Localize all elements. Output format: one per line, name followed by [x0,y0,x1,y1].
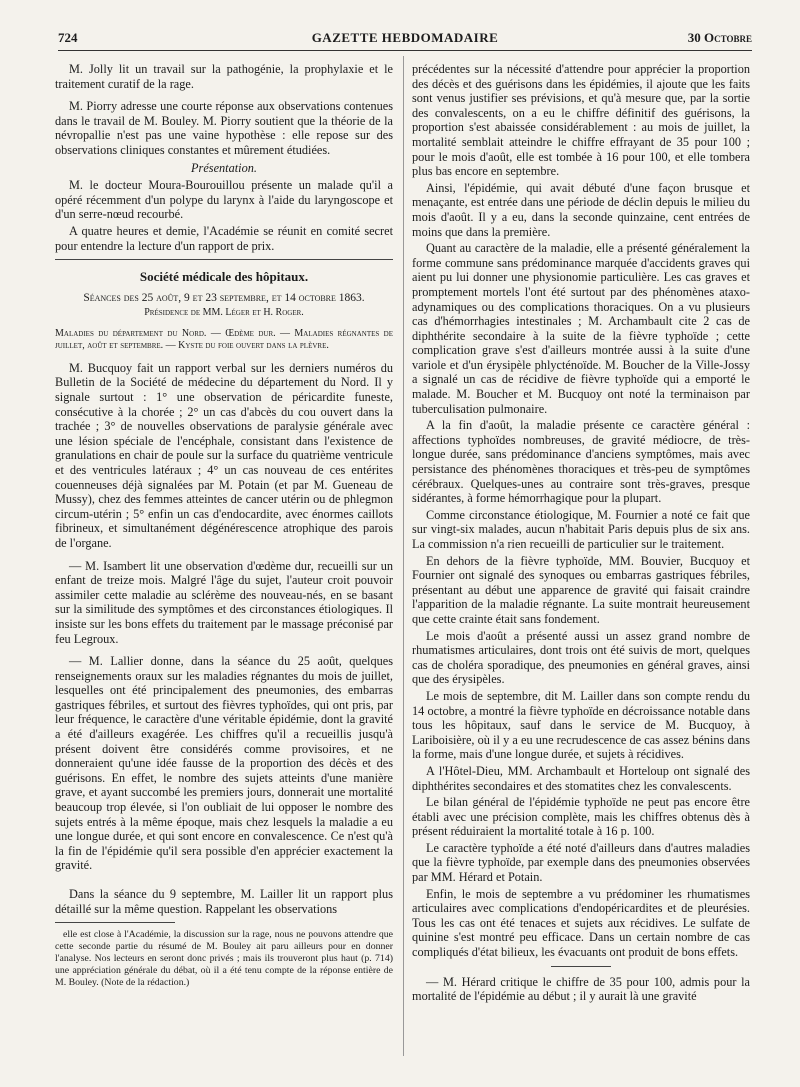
paragraph-lailler-intro: Dans la séance du 9 septembre, M. Lailler lit un rapport plus détaillé sur la même question. Rappelant les observations [55,887,393,916]
footnote-rule [55,922,175,923]
paragraph-september: Le mois de septembre, dit M. Lailler dans son compte rendu du 14 octobre, a montré la fièvre typhoïde en décroissance notable dans tous les hôpitaux, sauf dans le service de M. Bucquoy, à Lariboisière, où il y a eu une recrudescence de cas assez bénins dans la forme, mais d'une longue durée, et sujets à récidives. [412,688,750,762]
section-rule [55,259,393,260]
journal-title: GAZETTE HEBDOMADAIRE [311,30,499,45]
society-heading: Société médicale des hôpitaux. [139,269,309,285]
paragraph-rheumatism-september: Enfin, le mois de septembre a vu prédominer les rhumatismes articulaires avec complications d'endopéricardites et de pleurésies. Tous les cas ont été tenaces et sujets aux récidives. Le sulfate de quinine s'est montré peu efficace. Dans un certain nombre de cas compliqués d'état bilieux, les évacuants ont produit de bons effets. [412,886,750,960]
paragraph-comite-secret: A quatre heures et demie, l'Académie se réunit en comité secret pour entendre la lecture d'un rapport de prix. [55,223,393,253]
paragraph-isambert: — M. Isambert lit une observation d'œdème dur, recueilli sur un enfant de treize mois. Malgré l'âge du sujet, l'auteur croit pouvoir assimiler cette maladie au sclérème des nouveau-nés, en se basant sur la similitude des symptômes et des circonstances étiologiques. Il insiste sur les bons effets du traitement par le massage préconisé par feu Legroux. [55,558,393,646]
paragraph-moura-bourouillou: M. le docteur Moura-Bourouillou présente un malade qu'il a opéré récemment d'un polype du larynx à l'aide du laryngoscope et d'un serre-nœud recourbé. [55,178,393,222]
left-column [55,62,393,991]
paragraph-bilan: Le bilan général de l'épidémie typhoïde ne peut pas encore être établi avec une précision complète, mais les chiffres obtenus dès à présent réduiraient la mortalité totale à 16 p. 100. [412,795,750,839]
paragraph-bucquoy: M. Bucquoy fait un rapport verbal sur les derniers numéros du Bulletin de la Société de médecine du département du Nord. Il y signale surtout : 1° une observation de péricardite funeste, consécutive à la chorée ; 2° un cas d'abcès du cou ouvert dans la trachée ; 3° de nouvelles observations de paralysie générale avec une lésion spéciale de l'encéphale, consistant dans l'existence de granulations en chair de poule sur la surface du quatrième ventricule et des ventricules latéraux ; 4° un cas nouveau de ces entérites couenneuses déjà signalées par M. Potain (et par M. Gueneau de Mussy), chez des femmes atteintes de cancer utérin ou de phlegmon circum-utérin ; 5° enfin un cas d'endocardite, avec énormes caillots fibrineux, et simultanément dégénérescence atrophique des parois de l'organe. [55,360,393,550]
column-divider [403,56,404,1056]
paragraph-piorry: M. Piorry adresse une courte réponse aux observations contenues dans le travail de M. Bouley. M. Piorry soutient que la théorie de la névropallie n'est pas une vaine hypothèse : elle repose sur des observations cliniques constantes et mûrement étudiées. [55,99,393,157]
paragraph-etiology: Comme circonstance étiologique, M. Fournier a noté ce fait que sur vingt-six malades, aucun n'habitait Paris depuis plus de six ans. La commission n'a rien recueilli de particulier sur le traitement. [412,507,750,551]
presentation-heading: Présentation. [191,160,257,175]
paragraph-continuation: précédentes sur la nécessité d'attendre pour apprécier la proportion des décès et des guérisons dans les épidémies, il ajoute que les faits sont venus justifier ses prévisions, et qu'à mesure que, par la sortie des convalescents, on a eu le chiffre définitif des guérisons, la proportion s'est abaissée considérablement : au mois de juillet, la mortalité semblait atteindre le chiffre effrayant de 35 pour 100 ; pour le mois d'août, elle est tombée à 16 pour 100, et elle tombera plus bas encore en septembre. [412,62,750,179]
topics-summary: Maladies du département du Nord. — Œdème dur. — Maladies régnantes de juillet, août et septembre. — Kyste du foie ouvert dans la plèvre. [55,327,393,352]
separator-rule [551,966,611,967]
paragraph-end-august: A la fin d'août, la maladie présente ce caractère général : affections typhoïdes nombreuses, de gravité médiocre, de très-longue durée, sans prédominance d'anciens symptômes, mais avec persistance des phénomènes thoraciques et très-peu de symptômes cérébraux. Quelques-unes au contraire sont très-graves, presque sidérantes, à forme hémorrhagique pour la plupart. [412,418,750,506]
right-column [412,62,750,1006]
paragraph-herard: — M. Hérard critique le chiffre de 35 pour 100, admis pour la mortalité de l'épidémie au début ; il y aurait là une gravité [412,974,750,1004]
presidency-line: Présidence de MM. Léger et H. Roger. [144,307,304,319]
paragraph-epidemic-decline: Ainsi, l'épidémie, qui avait débuté d'une façon brusque et menaçante, est entrée dans une période de déclin depuis le milieu du mois d'août. Il y a eu, dans la seconde quinzaine, cent entrées de moins que dans la première. [412,180,750,239]
paragraph-lallier: — M. Lallier donne, dans la séance du 25 août, quelques renseignements oraux sur les maladies régnantes du mois de juillet, lesquelles ont été principalement des pneumonies, des embarras gastriques fébriles, et surtout des fièvres typhoïdes, qui ont pris, par leur fréquence, le caractère d'une véritable épidémie, dont la gravité a été d'ailleurs exagérée. Les chiffres qu'il a recueillis jusqu'à présent doivent être considérés comme provisoires, et ne donneraient qu'une idée fausse de la proportion des décès et des guérisons. En effet, le nombre des sujets atteints d'une manière grave, et ayant succombé les premiers jours, donnerait une mortalité beaucoup trop élevée, si l'on oubliait de lui opposer le nombre des sujets entrés à la même époque, mais chez lesquels la maladie a eu une longue durée, et qui sont encore en convalescence. Ce n'est qu'à la fin de l'épidémie qu'il sera possible d'en apprécier exactement la gravité. [55,654,393,873]
footnote: elle est close à l'Académie, la discussion sur la rage, nous ne pouvons attendre que cette seconde partie du résumé de M. Bouley ait paru ailleurs pour en donner l'analyse. Nos lecteurs en seront donc privés ; mais ils trouveront plus haut (p. 714) une appréciation générale du débat, où il a été tenu compte de la réponse entière de M. Bouley. (Note de la rédaction.) [55,929,393,989]
paragraph-rheumatism-august: Le mois d'août a présenté aussi un assez grand nombre de rhumatismes articulaires, dont trois ont été suivis de mort, quelques cas de choléra sporadique, des pneumonies en général graves, ainsi que des érysipèles. [412,628,750,687]
paragraph-jolly: M. Jolly lit un travail sur la pathogénie, la prophylaxie et le traitement curatif de la rage. [55,62,393,91]
paragraph-hotel-dieu: A l'Hôtel-Dieu, MM. Archambault et Horteloup ont signalé des diphthérites secondaires et des stomatites chez les convalescents. [412,763,750,793]
paragraph-synoques: En dehors de la fièvre typhoïde, MM. Bouvier, Bucquoy et Fournier ont signalé des synoques ou embarras gastriques fébriles, présentant au début une apparence de gravité qui faisait craindre l'apparition de la maladie régnante. La suite montrait heureusement que cette crainte était sans fondement. [412,553,750,626]
issue-date: 30 Octobre [687,30,752,45]
page-number: 724 [58,30,78,45]
paragraph-character: Quant au caractère de la maladie, elle a présenté généralement la forme commune sans prédominance marquée d'accidents graves qui aient pu lui donner une physionomie particulière. Les cas graves et promptement mortels l'ont été surtout par des phénomènes ataxo-adynamiques ou des complications thoraciques. On a vu plusieurs cas d'hémorrhagies intestinales ; M. Archambault cite 2 cas de diphthérite secondaire à la suite de la fièvre typhoïde ; cette complication grave s'est d'ailleurs montrée aussi à la suite d'une variole et d'un érysipèle phlycténoïde. M. Boucher de la Ville-Jossy a signalé un cas de récidive de fièvre typhoïde qui a emporté le malade. M. Boucher et M. Bucquoy ont noté la terminaison par tuberculisation pulmonaire. [412,241,750,416]
page-header [58,28,752,51]
paragraph-typhoid-character: Le caractère typhoïde a été noté d'ailleurs dans d'autres maladies que la fièvre typhoïde, par exemple dans des pneumonies observées par MM. Hérard et Potain. [412,840,750,885]
sessions-line: Séances des 25 août, 9 et 23 septembre, et 14 octobre 1863. [83,291,365,304]
